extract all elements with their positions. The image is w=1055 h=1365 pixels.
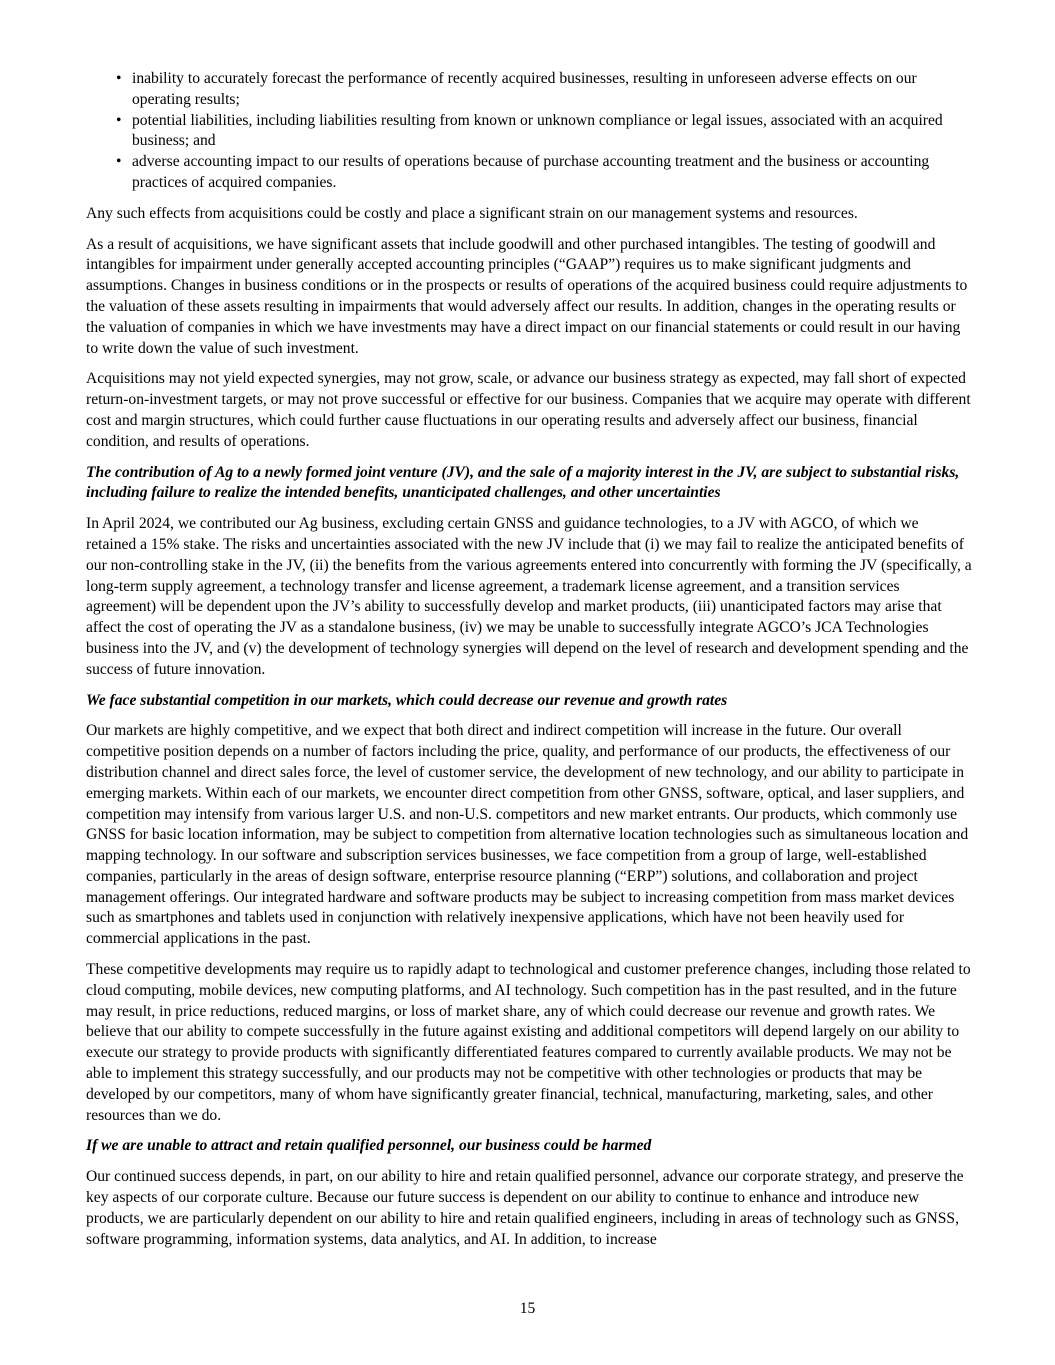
- heading-personnel: If we are unable to attract and retain qualified personnel, our business could be harmed: [86, 1137, 652, 1155]
- bullet-item: [86, 69, 972, 111]
- bullet-icon: •: [116, 70, 122, 87]
- paragraph-personnel: Our continued success depends, in part, on our ability to hire and retain qualified personnel, advance our corporate strategy, and preserve the key aspects of our corporate culture. Because our future success is dependent on our ability to continue to enhance and introduce new products, we are particularly dependent on our ability to hire and retain qualified engineers, including in areas of technology such as GNSS, software programming, information systems, data analytics, and AI. In addition, to increase: [86, 1168, 964, 1248]
- paragraph-competitive-developments: These competitive developments may require us to rapidly adapt to technological and customer preference changes, including those related to cloud computing, mobile devices, new computing platforms, and AI technology. Such competition has in the past resulted, and in the future may result, in price reductions, reduced margins, or loss of market share, any of which could decrease our revenue and growth rates. We believe that our ability to compete successfully in the future against existing and additional competitors will depend largely on our ability to execute our strategy to provide products with significantly differentiated features compared to currently available products. We may not be able to implement this strategy successfully, and our products may not be competitive with other technologies or products that may be developed by our competitors, many of whom have significantly greater financial, technical, manufacturing, marketing, sales, and other resources than we do.: [86, 961, 971, 1124]
- bullet-text: inability to accurately forecast the performance of recently acquired businesses, resulting in unforeseen adverse effects on our operating results;: [132, 70, 917, 108]
- bullet-item: [86, 111, 972, 153]
- paragraph-acquisition-effects: Any such effects from acquisitions could be costly and place a significant strain on our management systems and resources.: [86, 204, 858, 222]
- heading-joint-venture: The contribution of Ag to a newly formed joint venture (JV), and the sale of a majority interest in the JV, are subject to substantial risks, including failure to realize the intended benefits, unanticipated challenges, and other uncertainties: [86, 463, 960, 502]
- bullet-item: [86, 152, 972, 194]
- paragraph-joint-venture: In April 2024, we contributed our Ag business, excluding certain GNSS and guidance technologies, to a JV with AGCO, of which we retained a 15% stake. The risks and uncertainties associated with the new JV include that (i) we may fail to realize the anticipated benefits of our non-controlling stake in the JV, (ii) the benefits from the various agreements entered into concurrently with forming the JV (specifically, a long-term supply agreement, a technology transfer and license agreement, a trademark license agreement, and a transition services agreement) will be dependent upon the JV’s ability to successfully develop and market products, (iii) unanticipated factors may arise that affect the cost of operating the JV as a standalone business, (iv) we may be unable to successfully integrate AGCO’s JCA Technologies business into the JV, and (v) the development of technology synergies will depend on the level of research and development spending and the success of future innovation.: [86, 515, 972, 678]
- risk-bullet-list: [86, 69, 972, 194]
- paragraph-synergies: Acquisitions may not yield expected synergies, may not grow, scale, or advance our business strategy as expected, may fall short of expected return-on-investment targets, or may not prove successful or effective for our business. Companies that we acquire may operate with different cost and margin structures, which could further cause fluctuations in our operating results and adversely affect our business, financial condition, and results of operations.: [86, 370, 971, 450]
- document-body: [86, 69, 972, 1260]
- paragraph-goodwill: As a result of acquisitions, we have significant assets that include goodwill and other purchased intangibles. The testing of goodwill and intangibles for impairment under generally accepted accounting principles (“GAAP”) requires us to make significant judgments and assumptions. Changes in business conditions or in the prospects or results of operations of the acquired business could require adjustments to the valuation of these assets resulting in impairments that would adversely affect our results. In addition, changes in the operating results or the valuation of companies in which we have investments may have a direct impact on our financial statements or could result in our having to write down the value of such investment.: [86, 235, 968, 357]
- heading-competition: We face substantial competition in our markets, which could decrease our revenue and growth rates: [86, 691, 728, 709]
- bullet-text: adverse accounting impact to our results of operations because of purchase accounting treatment and the business or accounting practices of acquired companies.: [132, 153, 930, 191]
- bullet-text: potential liabilities, including liabilities resulting from known or unknown compliance or legal issues, associated with an acquired business; and: [132, 111, 943, 150]
- bullet-icon: •: [116, 153, 122, 171]
- bullet-icon: •: [116, 111, 122, 129]
- paragraph-competition: Our markets are highly competitive, and we expect that both direct and indirect competition will increase in the future. Our overall competitive position depends on a number of factors including the price, quality, and performance of our products, the effectiveness of our distribution channel and direct sales force, the level of customer service, the development of new technology, and our ability to participate in emerging markets. Within each of our markets, we encounter direct competition from other GNSS, software, optical, and laser suppliers, and competition may intensify from various larger U.S. and non-U.S. competitors and new market entrants. Our products, which commonly use GNSS for basic location information, may be subject to competition from alternative location technologies such as simultaneous location and mapping technology. In our software and subscription services businesses, we face competition from a group of large, well-established companies, particularly in the areas of design software, enterprise resource planning (“ERP”) solutions, and collaboration and project management offerings. Our integrated hardware and software products may be subject to increasing competition from mass market devices such as smartphones and tablets used in conjunction with relatively inexpensive applications, which have not been heavily used for commercial applications in the past.: [86, 722, 969, 948]
- page-number: 15: [519, 1300, 536, 1317]
